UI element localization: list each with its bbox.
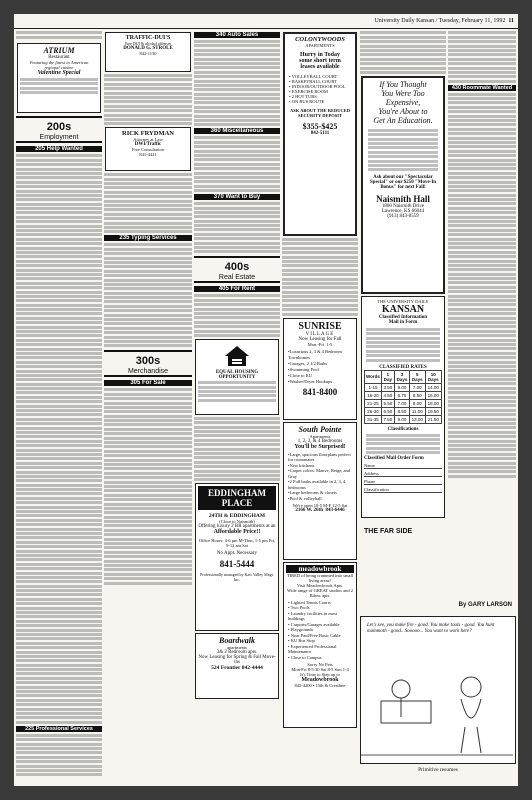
boardwalk-sub: apartments [227, 645, 247, 651]
help-wanted-listings [16, 154, 102, 723]
rates-cell: 6.50 [381, 407, 394, 415]
form-name-label: Name [364, 463, 375, 469]
rates-cell: 26-30 [365, 407, 382, 415]
far-side-cartoon [360, 602, 516, 780]
auto-sales-header: 340 Auto Sales [194, 32, 280, 38]
meadowbrook-feature: • Lighted Tennis Courts [288, 599, 331, 605]
meadowbrook-feature: • KU Bus Stop [288, 638, 315, 644]
roommate-header: 430 Roommate Wanted [448, 85, 516, 91]
kansan-form-ad [361, 296, 445, 518]
traffic-name: DONALD G. STROLE [123, 46, 173, 51]
merchandise-banner [104, 350, 192, 377]
rates-header-cell: 10 Days [425, 370, 441, 383]
colonywoods-deposit: ASK ABOUT THE REDUCED SECURITY DEPOSIT [290, 108, 350, 118]
newspaper-page [14, 14, 518, 786]
rates-row [365, 399, 442, 407]
colonywoods-feature: • 2 HOT TUBS [289, 94, 317, 99]
sunrise-line1: Now Leasing for Fall [298, 336, 342, 342]
meadowbrook-address: 842-4200 • 15th & Crestline [294, 683, 346, 689]
form-name-field[interactable] [364, 463, 442, 469]
sunrise-name: SUNRISE [298, 320, 342, 332]
house-icon [223, 344, 251, 368]
section-merchandise: Merchandise [127, 368, 169, 376]
sunrise-f4: •Close to KU [288, 372, 313, 378]
boardwalk-line1: 3& 2 Bedroom apts. [216, 650, 258, 656]
southpointe-feature: •2 Full baths available in 2, 3, 4 bedrooms [288, 479, 346, 490]
rates-cell: 1-15 [365, 383, 382, 391]
naismith-line3: Expensive, [385, 97, 421, 107]
southpointe-phone: 843-6446 [325, 508, 345, 514]
fryman-name: RICK FRYDMAN [122, 130, 174, 138]
southpointe-feature: •Carpet colors: Mauve, Beige, and Gray [288, 468, 351, 479]
meadowbrook-features [288, 600, 352, 661]
want-buy-header: 370 Want to Buy [194, 194, 280, 200]
naismith-line4: You're About to [378, 106, 428, 116]
form-phone-field[interactable] [364, 479, 442, 485]
rates-header-row [365, 370, 442, 383]
naismith-city: Lawrence, KS 66044 [381, 209, 425, 215]
boardwalk-phone: 842-4444 [241, 665, 263, 672]
rates-table [364, 370, 442, 424]
section-real-estate: Real Estate [218, 274, 256, 282]
eddingham-line5: Professionally managed by Kaw Valley Mngt. Inc. [200, 572, 274, 583]
meadowbrook-ad [283, 562, 357, 728]
far-side-caption: Primitive resumes [418, 767, 458, 773]
rates-cell: 9.00 [410, 399, 425, 407]
page-number: 11 [508, 18, 514, 24]
section-400s: 400s [224, 261, 250, 274]
fryman-sub1: Attorney at Law [133, 137, 163, 143]
atrium-name: ATRIUM [43, 46, 75, 56]
help-wanted-header: 205 Help Wanted [16, 146, 102, 152]
rates-row [365, 391, 442, 399]
far-side-title: THE FAR SIDE [364, 527, 413, 535]
colonywoods-features [289, 74, 351, 104]
southpointe-line2: You'll be Surprised! [294, 443, 346, 450]
eddingham-line4: No Appt. Necessary [216, 551, 258, 557]
meadowbrook-feature: • Two Pools [288, 605, 310, 611]
rates-cell: 9.00 [394, 415, 409, 423]
meadowbrook-name: meadowbrook [286, 565, 354, 573]
traffic-sub: Free DUI & alcohol offenses [124, 41, 172, 46]
fryman-sub3: Free Consultation [131, 147, 165, 153]
section-300s: 300s [135, 355, 161, 368]
rates-cell: 11.00 [410, 407, 425, 415]
far-side-header [360, 520, 446, 544]
southpointe-line1: 1, 2, 3, & 4 Bedrooms [297, 438, 343, 444]
meadowbrook-feature: • Carports/Garages available [288, 621, 340, 627]
colonywoods-feature: • INDOOR/OUTDOOR POOL [289, 84, 346, 89]
meadowbrook-line3: Wide range of GREAT studios and 2 Bdrm. apts. [287, 587, 353, 598]
kansan-title2: KANSAN [381, 303, 425, 315]
employment-banner [16, 116, 102, 143]
boardwalk-street: 524 Frontier [211, 665, 241, 672]
atrium-ad [17, 43, 101, 113]
rates-cell: 21-25 [365, 399, 382, 407]
kansan-title1: THE UNIVERSITY DAILY [377, 298, 429, 304]
naismith-name: Naismith Hall [376, 194, 430, 205]
southpointe-features [288, 452, 352, 502]
naismith-address: 1800 Naismith Drive [381, 204, 425, 210]
rates-header-cell: 1 Day [381, 370, 394, 383]
section-employment: Employment [39, 134, 79, 142]
for-rent-header: 405 For Rent [194, 286, 280, 292]
page-header [14, 14, 518, 29]
sunrise-hours: Mon.-Fri. 1-5 [307, 341, 333, 347]
meadowbrook-hours: Mon-Fri 8-5:30 Sat 8-5 Sun 1-4 [291, 667, 349, 673]
misc-header: 360 Miscellaneous [194, 128, 280, 134]
colonywoods-line3: leases available [300, 64, 340, 70]
southpointe-sub: Apartments [309, 433, 331, 439]
sunrise-f2: •Garages, 2 1/2 Baths [288, 360, 328, 366]
rates-cell: 9.00 [394, 383, 409, 391]
far-side-author: By GARY LARSON [458, 602, 512, 608]
rates-title: CLASSIFIED RATES [379, 364, 427, 370]
naismith-phone: (913) 843-8559 [387, 214, 419, 220]
rates-cell: 16-20 [365, 391, 382, 399]
eddingham-line1: (Close to Naismith) [219, 519, 255, 525]
sunrise-phone: 841-8400 [302, 386, 338, 397]
equal-housing-title: EQUAL HOUSING OPPORTUNITY [215, 369, 259, 380]
boardwalk-ad [195, 633, 279, 699]
boardwalk-name: Boardwalk [218, 636, 255, 646]
header-dateline [374, 18, 514, 24]
rates-cell: 18.00 [425, 399, 441, 407]
southpointe-name: South Pointe [298, 424, 342, 434]
atrium-tag2: regional cuisine [44, 65, 74, 71]
rates-cell: 8.50 [410, 391, 425, 399]
rates-cell: 6.75 [394, 391, 409, 399]
form-title: Classified Mail Order Form [364, 456, 424, 462]
atrium-sub: Restaurant [48, 55, 70, 61]
boardwalk-line2: Now Leasing for Spring & Fall Move-ins [198, 655, 276, 666]
section-200s: 200s [46, 121, 72, 134]
for-sale-header: 305 For Sale [104, 380, 192, 386]
cartoon-balloon: Let's see, you make fire - good. You make tools - good. You hunt mammoth - good.. Sooooo... You want to work here? [367, 623, 495, 634]
eddingham-line3: Affordable Price!! [213, 529, 261, 536]
meadowbrook-feature: • Laundry facilities in most buildings [288, 610, 338, 622]
meadowbrook-feature: • Experienced Professional Maintenance [288, 643, 337, 655]
rates-cell: 7.50 [381, 415, 394, 423]
colonywoods-phone: 842-5111 [310, 131, 330, 136]
southpointe-feature: •Large bedrooms & closets [288, 490, 337, 496]
classifications-title: Classifications [387, 426, 419, 432]
eddingham-hours: Office Hours: 4-6 pm M-Thur, 1-5 pm Fri, 9-12 am Sat [198, 538, 276, 549]
rates-header-cell: Words [365, 370, 382, 383]
southpointe-feature: •New kitchens [288, 462, 315, 468]
rates-header-cell: 3 Days [394, 370, 409, 383]
cartoon-drawing [361, 617, 513, 761]
colonywoods-ad [283, 32, 357, 236]
meadowbrook-feature: • Near Paid/Free Basic Cable [288, 632, 341, 638]
meadowbrook-line4: Sorry No Pets [307, 662, 333, 668]
rates-row [365, 415, 442, 423]
southpointe-hours: We're open 10-5 M-F 12-5 Sat [292, 503, 348, 509]
sunrise-f3: •Swimming Pool [288, 366, 319, 372]
rates-cell: 8.50 [394, 407, 409, 415]
column-2 [104, 30, 192, 780]
naismith-ask: Ask about our "Spectacular Special" or our $250 "Move-In Bonus" for next Fall! [369, 175, 437, 191]
form-classification-field[interactable] [364, 487, 442, 493]
rates-header-cell: 5 Days [410, 370, 425, 383]
eddingham-name: EDDINGHAM PLACE [198, 486, 276, 510]
column-3 [194, 30, 280, 780]
rates-cell: 19.50 [425, 407, 441, 415]
prof-services-header: 225 Professional Services [16, 726, 102, 732]
colonywoods-name: COLONYWOODS [295, 36, 345, 43]
rates-cell: 14.00 [425, 383, 441, 391]
real-estate-banner [194, 256, 280, 283]
southpointe-contact [286, 508, 354, 513]
naismith-line1: If You Thought [379, 79, 427, 89]
form-address-field[interactable] [364, 471, 442, 477]
eddingham-address: 24TH & EDDINGHAM [208, 513, 266, 520]
fryman-ad [105, 127, 191, 171]
meadowbrook-feature: • Playgrounds [288, 627, 314, 633]
column-1 [16, 30, 102, 780]
equal-housing-ad [195, 339, 279, 415]
southpointe-address: 2166 W. 26th [295, 508, 323, 514]
form-address-label: Address [364, 471, 379, 477]
typing-header: 235 Typing Services [104, 235, 192, 241]
southpointe-feature: •Large, spacious floorplans perfect for roommates [288, 451, 351, 463]
naismith-hall-ad [361, 76, 445, 294]
colonywoods-line2: some short term [299, 58, 341, 64]
eddingham-ad [195, 483, 279, 631]
sunrise-f1: •Luxurious 2, 3 & 4 Bedroom Townhomes [288, 348, 342, 360]
colonywoods-line1: Hurry in Today [299, 52, 340, 58]
traffic-phone: 842-1130 [139, 51, 157, 56]
rates-row [365, 407, 442, 415]
rates-cell: 7.00 [394, 399, 409, 407]
rates-cell: 5.50 [381, 399, 394, 407]
boardwalk-address [198, 665, 276, 671]
rates-row [365, 383, 442, 391]
atrium-promo: Valentine Special [37, 70, 81, 77]
fryman-phone: 841-4421 [139, 152, 157, 158]
rates-cell: 7.00 [410, 383, 425, 391]
kansan-title4: Mail in Form [388, 319, 418, 325]
meadowbrook-line2: Visit Meadowbrook Apts. [296, 582, 344, 588]
colonywoods-price: $355-$425 [302, 122, 338, 131]
rates-cell: 21.50 [425, 415, 441, 423]
rates-cell: 31-35 [365, 415, 382, 423]
south-pointe-ad [283, 422, 357, 560]
sunrise-sub: VILLAGE [305, 331, 335, 337]
naismith-line5: Get An Education. [373, 115, 433, 125]
colonywoods-feature: • VOLLEYBALL COURT [289, 74, 338, 79]
sunrise-f5: •Washer/Dryer Hookups [288, 378, 333, 384]
rates-cell: 16.00 [425, 391, 441, 399]
eddingham-phone: 841-5444 [219, 559, 255, 570]
colonywoods-feature: • BASKETBALL COURT [289, 79, 337, 84]
cartoon-panel [360, 616, 516, 764]
meadowbrook-line1: TIRED of being crammed into small living areas? [286, 572, 354, 583]
form-phone-label: Phone [364, 479, 376, 485]
rates-cell: 3.50 [381, 383, 394, 391]
naismith-line2: You Were Too [381, 88, 425, 98]
rates-cell: 4.50 [381, 391, 394, 399]
kansan-title3: Classified Information [378, 314, 428, 320]
fryman-sub2: DWI/Traffic [134, 142, 162, 148]
meadowbrook-feature: • Close to Campus [288, 654, 322, 660]
rates-cell: 13.00 [410, 415, 425, 423]
meadowbrook-line6: Meadowbrook [301, 677, 339, 684]
sunrise-village-ad [283, 318, 357, 420]
header-date: University Daily Kansan / Tuesday, February 11, 1992 [374, 18, 506, 24]
southpointe-feature: •Pool & volleyball [288, 495, 322, 501]
traffic-title: TRAFFIC-DUI'S [125, 35, 171, 41]
traffic-dui-ad [105, 32, 191, 72]
colonywoods-feature: • ON BUS ROUTE [289, 99, 325, 104]
colonywoods-sub: APARTMENTS [305, 43, 335, 48]
colonywoods-feature: • EXERCISE ROOM [289, 89, 328, 94]
form-classification-label: Classification [364, 487, 389, 493]
meadowbrook-line5: It's Time to Step up to [300, 672, 340, 678]
eddingham-line2: Offering luxury 2 BR apartments at an [198, 524, 276, 530]
column-4 [282, 30, 358, 780]
atrium-tag1: Featuring the finest in American [29, 60, 89, 66]
